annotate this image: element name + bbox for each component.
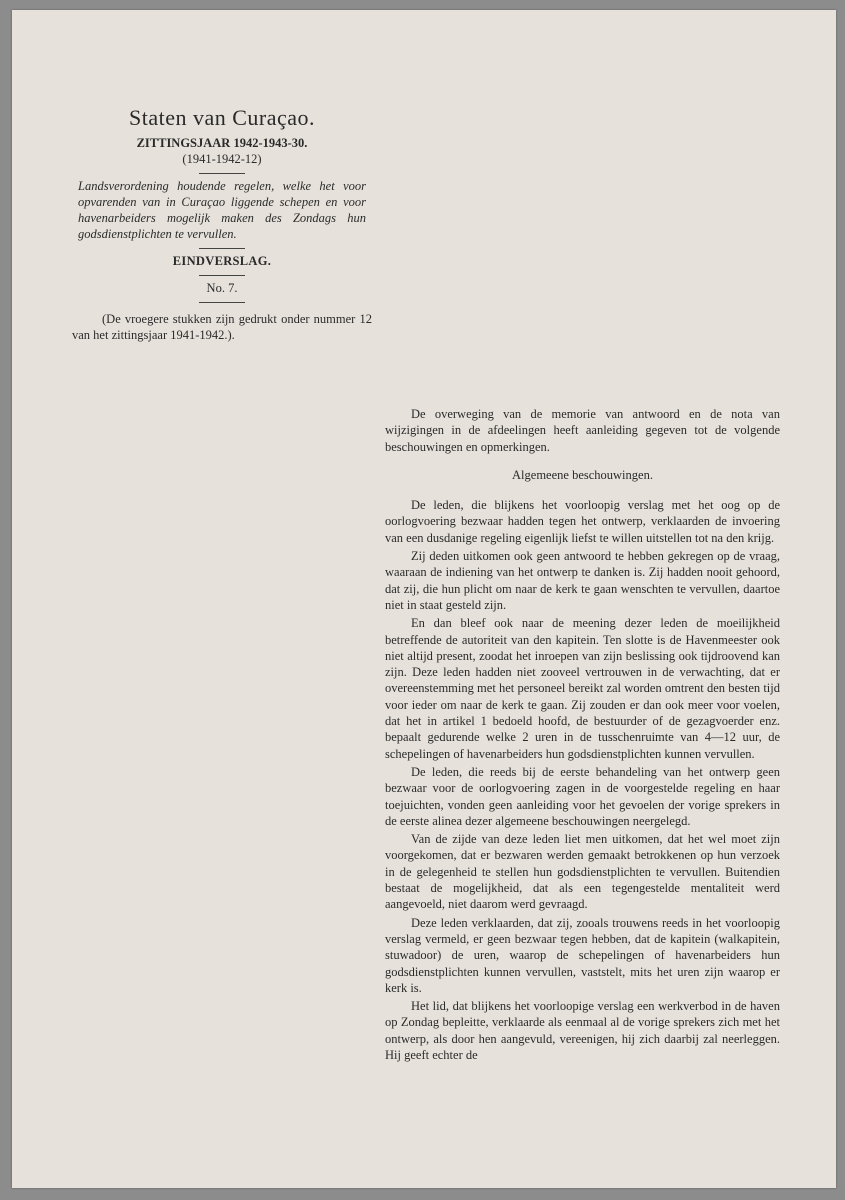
paragraph: Van de zijde van deze leden liet men uitkomen, dat het wel moet zijn voorgekomen, dat er bezwaren werden gemaakt betrokkenen op hun verzoek in de gelegenheid te stellen hun godsdienstplichten te vervullen. Buitendien bestaat de mogelijkheid, dat als een tegengestelde mentaliteit werd aangevoeld, niet daarom werd gevraagd. bbox=[385, 832, 780, 912]
document-header bbox=[72, 105, 372, 343]
paragraph: Deze leden verklaarden, dat zij, zooals trouwens reeds in het voorloopig verslag vermeld, er geen bezwaar tegen hebben, dat de kapitein (walkapitein, stuwadoor) de uren, waarop de schepelingen of havenarbeiders hun godsdienstplichten kunnen vervullen, vaststelt, mits het uren zijn waarop er kerk is. bbox=[385, 915, 780, 995]
paragraph: Zij deden uitkomen ook geen antwoord te hebben gekregen op de vraag, waaraan de indiening van het ontwerp te danken is. Zij hadden nooit gehoord, dat zij, die hun plicht om naar de kerk te gaan wenschten te vervullen, daartoe niet in staat gesteld zijn. bbox=[385, 549, 780, 612]
report-heading: EINDVERSLAG. bbox=[172, 254, 272, 268]
reference-note: (De vroegere stukken zijn gedrukt onder nummer 12 van het zittingsjaar 1941-1942.). bbox=[72, 312, 372, 342]
report-number: No. 7. bbox=[206, 281, 238, 295]
section-heading: Algemeene beschouwingen. bbox=[512, 467, 653, 482]
divider bbox=[199, 248, 245, 249]
session-year: ZITTINGSJAAR 1942-1943-30. bbox=[136, 136, 308, 150]
paragraph: De overweging van de memorie van antwoord en de nota van wijzigingen in de afdeelingen heeft aanleiding gegeven tot de volgende beschouwingen en opmerkingen. bbox=[385, 407, 780, 454]
document-title: Staten van Curaçao. bbox=[128, 105, 316, 130]
divider bbox=[199, 275, 245, 276]
report-body bbox=[385, 406, 780, 1063]
paragraph: De leden, die blijkens het voorloopig verslag met het oog op de oorlogvoering bezwaar hadden tegen het ontwerp, verklaarden de invoering van een dusdanige regeling eigenlijk liefst te willen uitstellen tot na den krijg. bbox=[385, 498, 780, 545]
paragraph: Het lid, dat blijkens het voorloopige verslag een werkverbod in de haven op Zondag bepleitte, verklaarde als eenmaal al de vorige sprekers zich met het ontwerp, als door hen aangevuld, vereenigen, hij zich daarbij zal neerleggen. Hij geeft echter de bbox=[385, 999, 780, 1062]
session-subyear: (1941-1942-12) bbox=[182, 152, 262, 166]
paragraph: En dan bleef ook naar de meening dezer leden de moeilijkheid betreffende de autoriteit van den kapitein. Ten slotte is de Havenmeester ook niet altijd present, zoodat het inroepen van zijn beslissing ook tijdroovend kan zijn. Deze leden hadden niet zooveel vertrouwen in de verwachting, dat er overeenstemming met het personeel bereikt zal worden omtrent den besten tijd voor ieder om naar de kerk te gaan. Zij zouden er dan ook meer voor voelen, dat het in artikel 1 bedoeld hoofd, de bestuurder of de gezagvoerder enz. bepaalt gedurende welke 2 uren in de tusschenruimte van 4—12 uur, de schepelingen of havenarbeiders hun godsdienstplichten kunnen vervullen. bbox=[385, 616, 780, 761]
ordinance-description: Landsverordening houdende regelen, welke het voor opvarenden van in Curaçao liggende schepen en voor havenarbeiders mogelijk maken des Zondags hun godsdienstplichten te vervullen. bbox=[78, 179, 366, 241]
divider bbox=[199, 173, 245, 174]
paragraph: De leden, die reeds bij de eerste behandeling van het ontwerp geen bezwaar voor de oorlogvoering zagen in de voorgestelde regeling en haar toejuichten, vonden geen aanleiding voor het gevoelen der vorige sprekers in de eerste alinea dezer algemeene beschouwingen neergelegd. bbox=[385, 764, 780, 828]
document-page bbox=[12, 10, 836, 1188]
divider bbox=[199, 302, 245, 303]
